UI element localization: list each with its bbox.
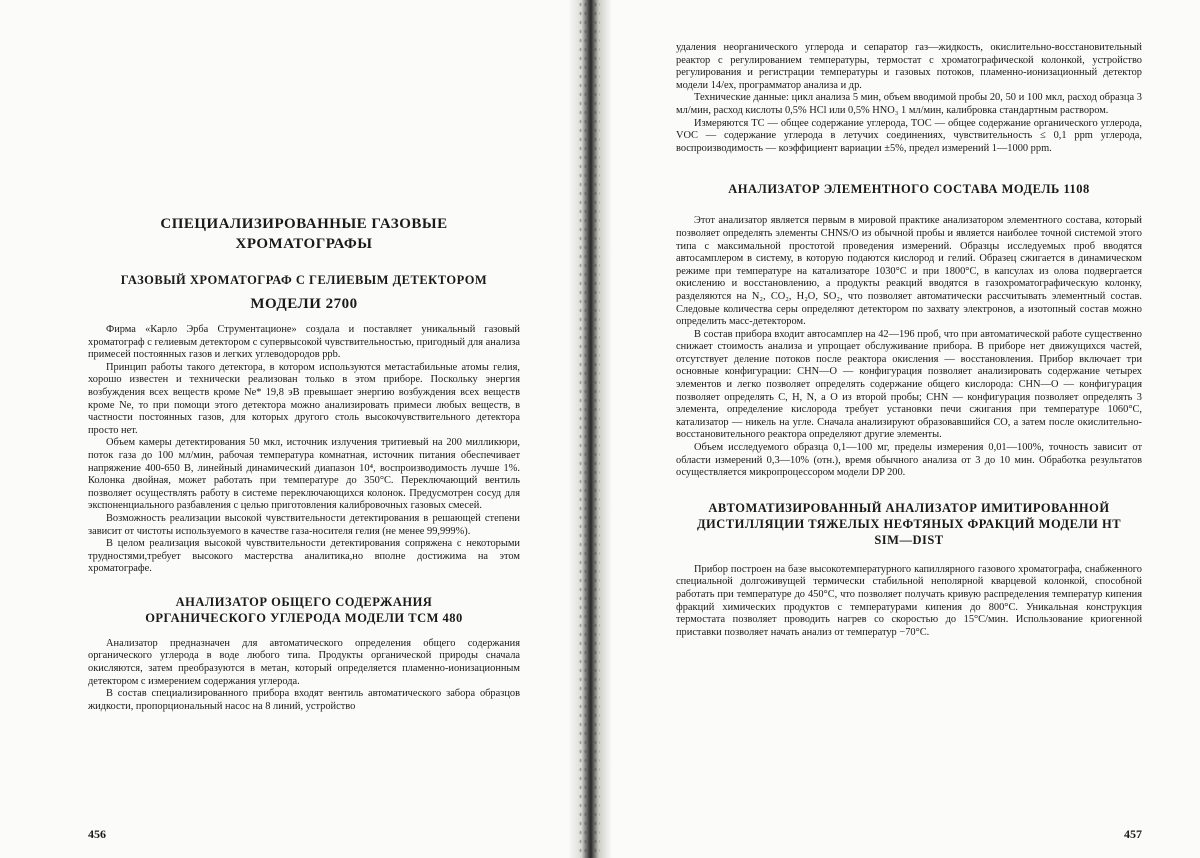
- article3-body: [676, 215, 1142, 479]
- continuation-paragraph: Измеряются ТС — общее содержание углерода, ТОС — общее содержание органического углерода, VOC — содержание углерода в летучих соединениях, чувствительность ≤ 0,1 ppm углерода, воспроизводимость — коэффициент вариации ±5%, предел измерений 1—1000 ppm.: [676, 117, 1142, 154]
- article3-paragraph: Объем исследуемого образца 0,1—100 мг, пределы измерения 0,01—100%, точность зависит от области измерений 0,3—10% (отн.), время обычного анализа от 3 до 10 мин. Обработка результатов осуществляется микропроцессором модели DP 200.: [676, 442, 1142, 479]
- article4-paragraph: Прибор построен на базе высокотемпературного капиллярного газового хроматографа, снабженного специальной долгоживущей термически стабильной неполярной кварцевой колонкой, способной работать при температуре до 450°С, что позволяет получать кривую распределения температур кипения фракций химических продуктов с температурами кипения до 800°С. Уникальная конструкция термостата позволяет проводить нагрев со скоростью до 15°С/мин. Использование криогенной приставки позволяет начать анализ от температур −70°С.: [676, 563, 1142, 638]
- article1-paragraph: Принцип работы такого детектора, в котором используются метастабильные атомы гелия, хорошо известен и технически реализован только в этом приборе. Поскольку энергия возбуждения всех веществ кроме Ne* 19,8 эВ превышает энергию возбуждения всех веществ кроме Ne, то при помощи этого детектора можно анализировать примеси любых веществ, в частности постоянных газов, для которых другого столь высокочувствительного детектора просто нет.: [88, 361, 520, 436]
- article1-paragraph: Возможность реализации высокой чувствительности детектирования в решающей степени зависит от чистоты используемого в качестве газа-носителя гелия (не менее 99,999%).: [88, 512, 520, 537]
- article3-title: АНАЛИЗАТОР ЭЛЕМЕНТНОГО СОСТАВА МОДЕЛЬ 1108: [728, 182, 1090, 197]
- continuation-paragraph: удаления неорганического углерода и сепаратор газ—жидкость, окислительно-восстановительный реактор с регулированием температуры, термостат с хроматографической колонкой, устройство регулирования и регистрации температуры и газовых потоков, пламенно-ионизационный детектор модели 14/ех, программатор анализа и др.: [676, 42, 1142, 91]
- article1-paragraph: Фирма «Карло Эрба Струментационе» создала и поставляет уникальный газовый хроматограф с гелиевым детектором с супервысокой чувствительностью, пригодный для анализа примесей постоянных газов и легких углеводородов ppb.: [88, 324, 520, 361]
- page-number-right: 457: [1124, 827, 1142, 841]
- page-number-left: 456: [88, 827, 106, 841]
- article1-model: МОДЕЛИ 2700: [250, 296, 358, 312]
- article1-paragraph: В целом реализация высокой чувствительности детектирования сопряжена с некоторыми трудностями,требует высокого мастерства аналитика,но вполне достижима на этом хроматографе.: [88, 538, 520, 575]
- continuation-body: [676, 42, 1142, 155]
- article3-paragraph: Этот анализатор является первым в мировой практике анализатором элементного состава, который позволяет определять элементы CHNS/O из обычной пробы и является наиболее точной системой этого типа с максимальной простотой проведения измерений. Образцы исследуемых проб вводятся автосамплером в систему, в которую подаются кислород и гелий. Образец сжигается в динамическом режиме при температуре на катализаторе 1030°С и при 1800°С, в капсулах из олова подвергается окислению и восстановлению, а продукты реакций вводятся в газохроматографическую колонку, разделяются на N₂, CO₂, H₂O, SO₂, что позволяет автоматически рассчитывать элементный состав. Следовые количества серы определяют детектором по захвату электронов, а изотопный состав можно определить масс-детектором.: [676, 215, 1142, 328]
- article4-body: [676, 564, 1142, 640]
- article1-paragraph: Объем камеры детектирования 50 мкл, источник излучения тритиевый на 200 милликюри, поток газа до 100 мл/мин, рабочая температура комнатная, источник питания обеспечивает напряжение 400-650 В, линейный динамический диапазон 10⁴, воспроизводимость лучше 1%. Колонка двойная, может работать при температуре до 350°С. Переключающий вентиль позволяет осуществлять работу в системе переключающихся колонок. Предусмотрен сосуд для экспоненциального разбавления с целью приготовления калибровочных газовых смесей.: [88, 437, 520, 512]
- article3-paragraph: В состав прибора входит автосамплер на 42—196 проб, что при автоматической работе существенно снижает стоимость анализа и упрощает обслуживание прибора. В приборе нет движущихся частей, отсутствует деление потоков после реактора окисления — восстановления. Прибор включает три основные конфигурации: CHN—O — конфигурация позволяет анализировать содержание четырех элементов и легко позволяет определять содержание общего кислорода: CHN—O — конфигурация позволяет определять C, H, N, а O из второй пробы; CHN — конфигурация позволяет определять 3 элемента, определение кислорода требует установки печи сжигания при температуре 1060°С, катализатор — никель на угле. Сначала анализируют образовавшийся CO, а затем после окислительно-восстановительного реактора определяют другие элементы.: [676, 328, 1142, 441]
- article2-paragraph: В состав специализированного прибора входят вентиль автоматического забора образцов жидкости, пропорциональный насос на 8 линий, устройство: [88, 688, 520, 712]
- article2-paragraph: Анализатор предназначен для автоматического определения общего содержания органического углерода в воде любого типа. Продукты органической природы сначала окисляются, затем преобразуются в метан, который определяется пламенно-ионизационным детектором с измерением содержания углерода.: [88, 637, 520, 687]
- article1-body: [88, 324, 520, 576]
- right-page: [610, 0, 1200, 858]
- article2-title: АНАЛИЗАТОР ОБЩЕГО СОДЕРЖАНИЯ ОРГАНИЧЕСКОГО УГЛЕРОДА МОДЕЛИ ТСМ 480: [145, 594, 463, 625]
- article2-body: [88, 638, 520, 714]
- article4-title: АВТОМАТИЗИРОВАННЫЙ АНАЛИЗАТОР ИМИТИРОВАННОЙ ДИСТИЛЛЯЦИИ ТЯЖЕЛЫХ НЕФТЯНЫХ ФРАКЦИЙ МОДЕЛИ HT SIM—DIST: [696, 500, 1122, 547]
- left-page: [0, 0, 590, 858]
- chapter-title: СПЕЦИАЛИЗИРОВАННЫЕ ГАЗОВЫЕ ХРОМАТОГРАФЫ: [160, 216, 448, 252]
- continuation-paragraph: Технические данные: цикл анализа 5 мин, объем вводимой пробы 20, 50 и 100 мкл, расход образца 3 мл/мин, расход кислоты 0,5% HCl или 0,5% HNO₃ 1 мл/мин, калибровка стандартным раствором.: [676, 92, 1142, 116]
- article1-title: ГАЗОВЫЙ ХРОМАТОГРАФ С ГЕЛИЕВЫМ ДЕТЕКТОРОМ: [120, 273, 488, 287]
